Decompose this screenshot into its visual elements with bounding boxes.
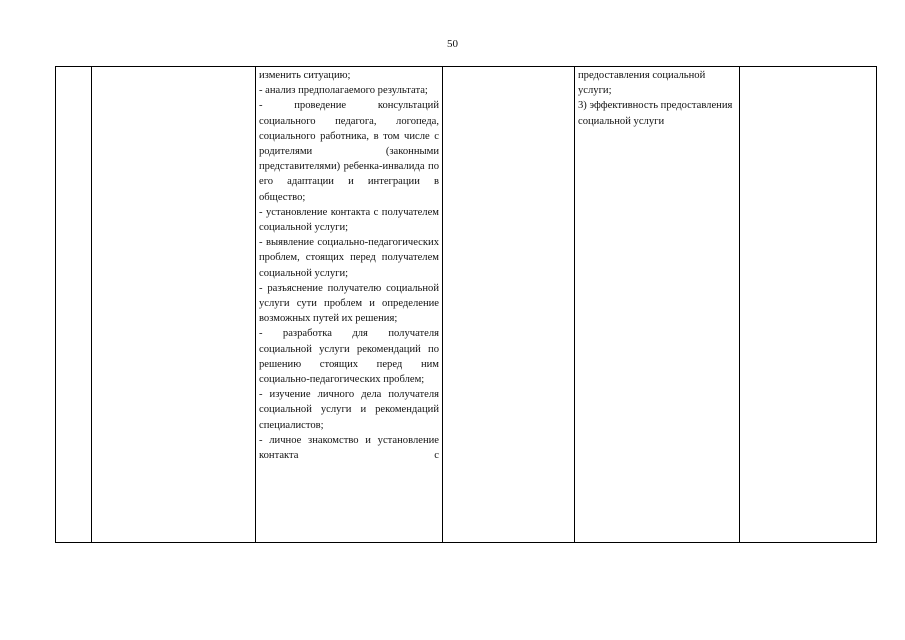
service-line: - проведение консультаций социального педагога, логопеда, социального работника, в том числе с родителями (законными представителями) ребенка-инвалида по его адаптации и интеграции в общество; [259,100,439,203]
service-line: - выявление социально-педагогических проблем, стоящих перед получателем социальной услуги; [259,237,439,279]
page-number: 50 [447,38,458,50]
cell-number [56,67,92,543]
services-table [55,66,877,543]
service-line: - анализ предполагаемого результата; [259,85,428,97]
criteria-line: 3) эффективность предоставления социальной услуги [578,100,733,127]
service-line: - разъяснение получателю социальной услуги сути проблем и определение возможных путей их решения; [259,282,439,325]
service-line: изменить ситуацию; [259,70,351,81]
cell-deadline [443,67,575,543]
criteria-line: предоставления социальной услуги; [578,70,706,97]
cell-conditions [740,67,877,543]
service-line: - разработка для получателя социальной услуги рекомендаций по решению стоящих перед ним социально-педагогических проблем; [259,328,439,386]
service-line: - установление контакта с получателем социальной услуги; [259,206,439,234]
cell-service-description [256,67,443,543]
cell-quality-criteria [575,67,740,543]
service-line: - личное знакомство и установление контакта с [259,434,439,462]
service-line: - изучение личного дела получателя социальной услуги и рекомендаций специалистов; [259,389,439,431]
cell-service-name [92,67,256,543]
table-row [56,67,877,543]
